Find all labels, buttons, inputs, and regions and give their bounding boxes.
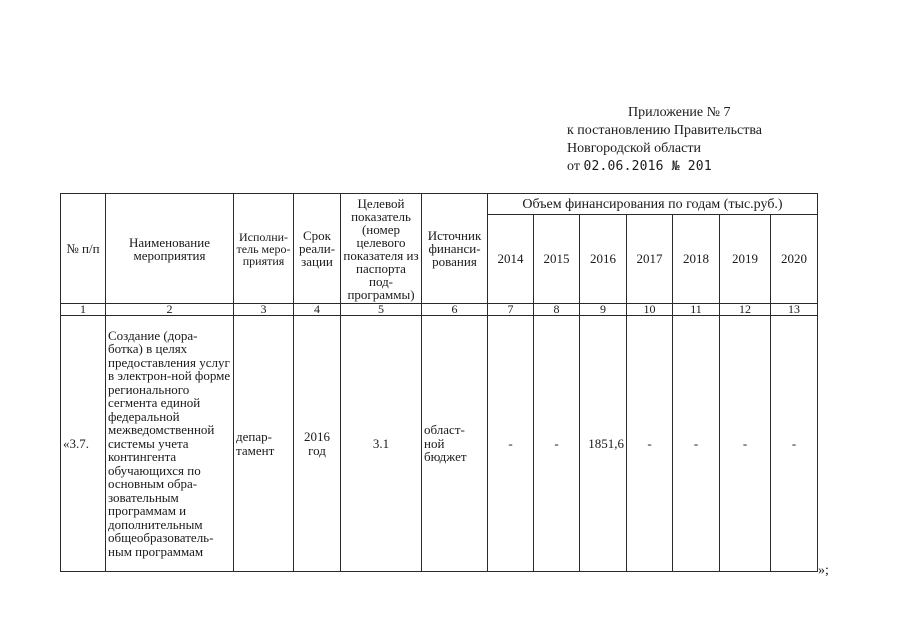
table-row (61, 316, 818, 572)
col-number: 12 (720, 304, 771, 316)
funding-table (60, 193, 818, 572)
col-number: 1 (61, 304, 106, 316)
col-number: 10 (627, 304, 673, 316)
appendix-date-line (567, 158, 762, 176)
closing-quote: »; (818, 563, 829, 578)
col-number: 3 (234, 304, 294, 316)
row-value-2017: - (627, 316, 673, 572)
appendix-region: Новгородской области (567, 141, 701, 156)
col-header-source: Источник финанси-рования (422, 194, 488, 304)
year-2015: 2015 (534, 215, 580, 304)
row-value-2016: 1851,6 (580, 316, 627, 572)
appendix-date-number: 02.06.2016 № 201 (583, 159, 712, 174)
appendix-title: Приложение № 7 (628, 105, 731, 120)
row-executor: депар-тамент (234, 316, 294, 572)
year-2018: 2018 (673, 215, 720, 304)
row-term: 2016 год (294, 316, 341, 572)
year-2019: 2019 (720, 215, 771, 304)
header-row-top (61, 194, 818, 215)
col-header-num: № п/п (61, 194, 106, 304)
col-number: 4 (294, 304, 341, 316)
row-target: 3.1 (341, 316, 422, 572)
col-header-name: Наименование мероприятия (106, 194, 234, 304)
col-header-executor: Исполни-тель меро-приятия (234, 194, 294, 304)
appendix-decree: к постановлению Правительства (567, 123, 763, 138)
col-number: 7 (488, 304, 534, 316)
col-header-target: Целевой показатель (номер целевого показателя из паспорта под-программы) (341, 194, 422, 304)
col-number: 11 (673, 304, 720, 316)
row-value-2018: - (673, 316, 720, 572)
year-2016: 2016 (580, 215, 627, 304)
col-number: 9 (580, 304, 627, 316)
row-num: «3.7. (61, 316, 106, 572)
year-2017: 2017 (627, 215, 673, 304)
row-name: Создание (дора-ботка) в целях предоставления услуг в электрон-ной форме регионального сегмента единой федеральной межведомственной системы учета контингента обучающихся по основным обра-зовательным программам и дополнительным общеобразователь-ным программам (106, 316, 234, 572)
col-number: 6 (422, 304, 488, 316)
year-2014: 2014 (488, 215, 534, 304)
row-value-2014: - (488, 316, 534, 572)
col-header-funding: Объем финансирования по годам (тыс.руб.) (488, 194, 818, 215)
column-number-row (61, 304, 818, 316)
col-number: 8 (534, 304, 580, 316)
col-number: 13 (771, 304, 818, 316)
row-value-2019: - (720, 316, 771, 572)
row-value-2015: - (534, 316, 580, 572)
col-number: 5 (341, 304, 422, 316)
appendix-date-prefix: от (567, 159, 580, 174)
col-number: 2 (106, 304, 234, 316)
year-2020: 2020 (771, 215, 818, 304)
col-header-term: Срок реали-зации (294, 194, 341, 304)
appendix-header (567, 104, 762, 176)
row-value-2020: - (771, 316, 818, 572)
row-source: област-ной бюджет (422, 316, 488, 572)
